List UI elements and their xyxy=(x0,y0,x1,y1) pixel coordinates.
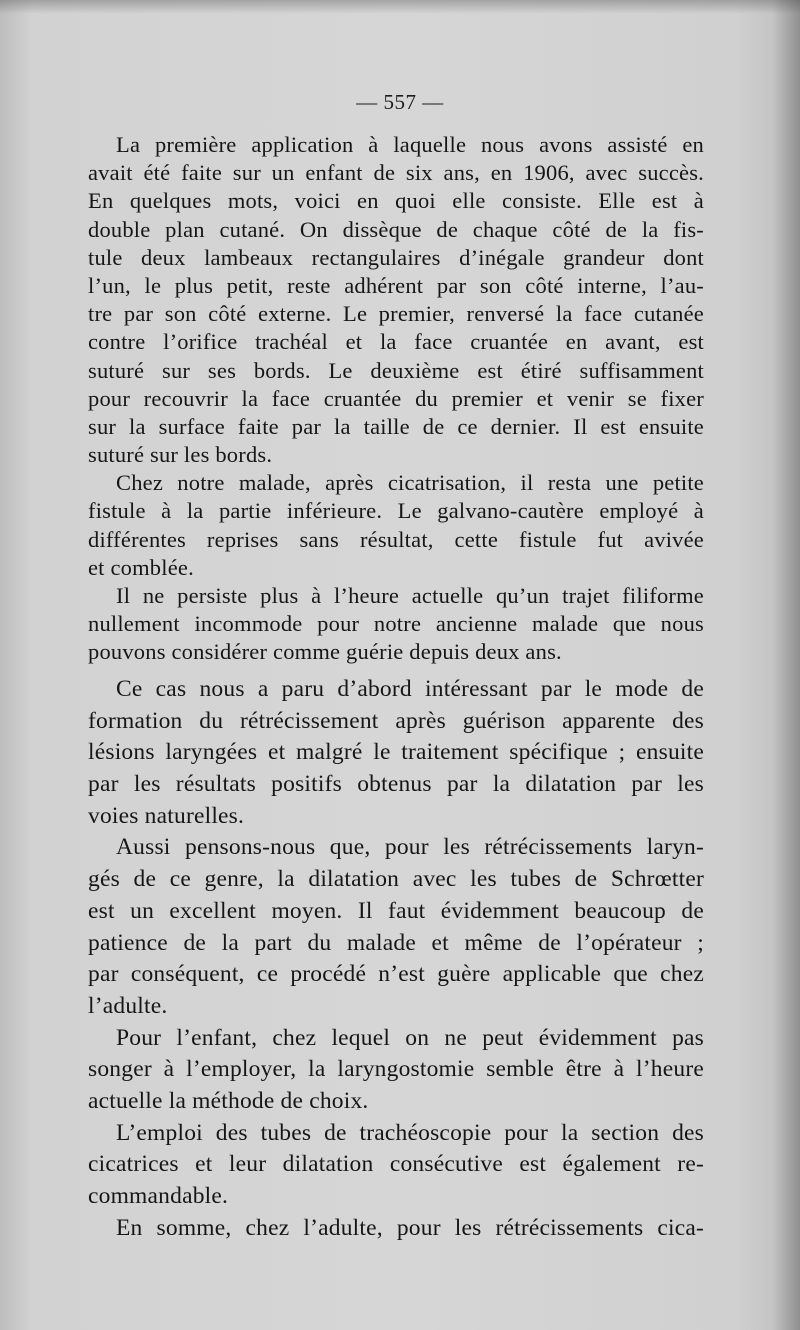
text-line: En quelques mots, voici en quoi elle consiste. Elle est à xyxy=(88,188,704,214)
text-line: suturé sur ses bords. Le deuxième est étiré suffisamment xyxy=(88,357,704,383)
text-line: L’emploi des tubes de trachéoscopie pour la section des xyxy=(116,1119,704,1146)
text-line: commandable. xyxy=(88,1183,229,1209)
text-line: Chez notre malade, après cicatrisation, il resta une petite xyxy=(116,470,704,496)
text-line: Aussi pensons-nous que, pour les rétrécissements laryn- xyxy=(116,834,704,861)
page-number: — 557 — xyxy=(356,90,444,114)
text-line: formation du rétrécissement après guérison apparente des xyxy=(88,707,704,734)
text-line: et comblée. xyxy=(88,554,194,580)
page-right-shadow xyxy=(772,0,800,1330)
text-line: par conséquent, ce procédé n’est guère applicable que chez xyxy=(88,961,704,988)
text-line: sur la surface faite par la taille de ce dernier. Il est ensuite xyxy=(88,413,704,439)
text-line: tule deux lambeaux rectangulaires d’inégale grandeur dont xyxy=(88,244,704,270)
text-line: En somme, chez l’adulte, pour les rétrécissements cica- xyxy=(116,1214,704,1241)
paragraph-group-conclusion xyxy=(88,674,704,1244)
text-line: avait été faite sur un enfant de six ans, en 1906, avec succès. xyxy=(88,160,704,186)
text-line: patience de la part du malade et même de l’opérateur ; xyxy=(88,929,704,956)
text-line: Ce cas nous a paru d’abord intéressant par le mode de xyxy=(116,676,704,702)
text-line: pouvons considérer comme guérie depuis deux ans. xyxy=(88,639,562,665)
text-line: suturé sur les bords. xyxy=(88,442,273,468)
text-line: gés de ce genre, la dilatation avec les tubes de Schrœtter xyxy=(88,866,704,893)
text-line: différentes reprises sans résultat, cette fistule fut avivée xyxy=(88,526,704,552)
text-line: pour recouvrir la face cruantée du premier et venir se fixer xyxy=(88,385,704,411)
text-line: actuelle la méthode de choix. xyxy=(88,1087,369,1114)
text-line: est un excellent moyen. Il faut évidemment beaucoup de xyxy=(88,897,704,924)
text-line: contre l’orifice trachéal et la face cruantée en avant, est xyxy=(88,329,704,355)
paragraph-group-case-description xyxy=(88,131,704,667)
page-top-shadow xyxy=(0,0,800,14)
text-line: voies naturelles. xyxy=(88,802,245,829)
text-line: tre par son côté externe. Le premier, renversé la face cutanée xyxy=(88,301,704,327)
text-line: La première application à laquelle nous avons assisté en xyxy=(116,132,704,157)
text-line: double plan cutané. On dissèque de chaque côté de la fis- xyxy=(88,216,704,242)
text-line: fistule à la partie inférieure. Le galvano-cautère employé à xyxy=(88,498,704,524)
text-line: cicatrices et leur dilatation consécutive est également re- xyxy=(88,1151,704,1178)
text-line: songer à l’employer, la laryngostomie semble être à l’heure xyxy=(88,1056,704,1083)
text-line: Pour l’enfant, chez lequel on ne peut évidemment pas xyxy=(116,1024,704,1051)
text-line: lésions laryngées et malgré le traitement spécifique ; ensuite xyxy=(88,739,704,766)
text-line: l’adulte. xyxy=(88,992,168,1019)
text-line: Il ne persiste plus à l’heure actuelle qu’un trajet filiforme xyxy=(116,583,704,608)
text-line: l’un, le plus petit, reste adhérent par son côté interne, l’au- xyxy=(88,272,704,298)
text-line: nullement incommode pour notre ancienne malade que nous xyxy=(88,611,704,637)
text-line: par les résultats positifs obtenus par la dilatation par les xyxy=(88,771,704,798)
